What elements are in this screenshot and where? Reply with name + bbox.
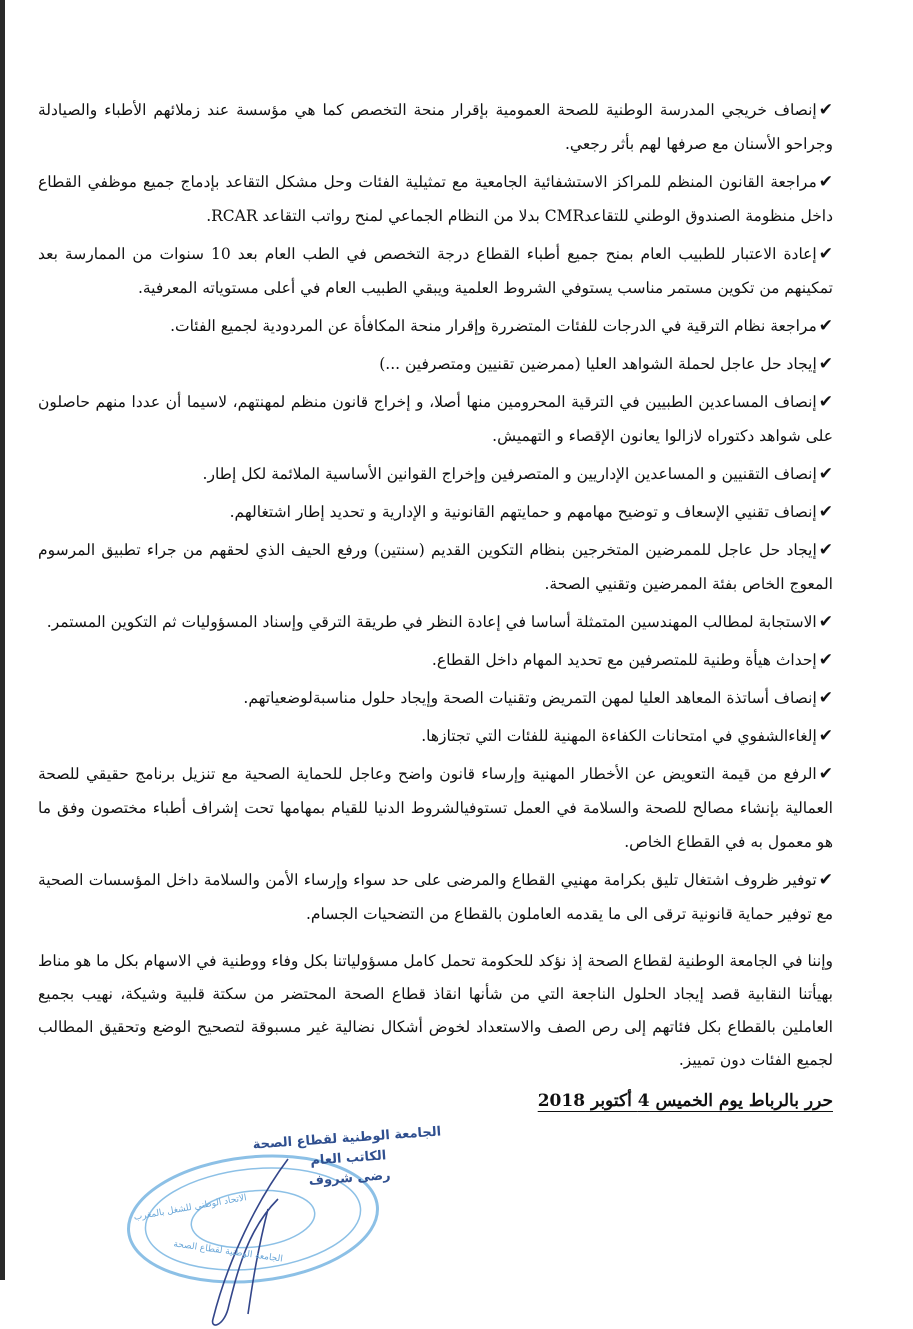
checkmark-icon: ✔ [818, 244, 833, 264]
checkmark-icon: ✔ [818, 502, 833, 522]
demand-item [38, 643, 833, 677]
checkmark-icon: ✔ [818, 172, 833, 192]
demand-text: مراجعة القانون المنظم للمراكز الاستشفائية الجامعية مع تمثيلية الفئات وحل مشكل التقاعد بإدماج جميع موظفي القطاع داخل منظومة الصندوق الوطني للتقاعدCMR بدلا من النظام الجماعي لمنح رواتب التقاعد RCAR. [38, 173, 833, 225]
signature-role: الكاتب العام [310, 1148, 388, 1169]
closing-paragraph: وإننا في الجامعة الوطنية لقطاع الصحة إذ نؤكد للحكومة تحمل كامل مسؤولياتنا بكل وفاء ووطنية في الاسهام بكل ما هو مناط بهيأتنا النقابية قصد إيجاد الحلول الناجعة التي من شأنها انقاذ قطاع الصحة المحتضر من سكتة قلبية وشيكة، نهيب بجميع العاملين بالقطاع بكل فئاتهم إلى رص الصف والاستعداد لخوض أشكال نضالية غير مسبوقة لتصحيح الوضع وتحقيق المطالب لجميع الفئات دون تمييز. [38, 952, 833, 1069]
checkmark-icon: ✔ [818, 316, 833, 336]
document-body [38, 93, 833, 1329]
checkmark-icon: ✔ [818, 688, 833, 708]
demand-text: إيجاد حل عاجل لحملة الشواهد العليا (ممرضين تقنيين ومتصرفين ...) [379, 355, 817, 373]
demand-text: الاستجابة لمطالب المهندسين المتمثلة أساسا في إعادة النظر في طريقة الترقي وإسناد المسؤوليات ثم التكوين المستمر. [46, 613, 817, 631]
demand-item [38, 757, 833, 859]
demand-text: إنصاف المساعدين الطبيين في الترقية المحرومين منها أصلا، و إخراج قانون منظم لمهنتهم، لاسيما أن عددا منهم حاصلون على شواهد دكتوراه لازالوا يعانون الإقصاء و التهميش. [38, 393, 833, 445]
demand-text: إنصاف أساتذة المعاهد العليا لمهن التمريض وتقنيات الصحة وإيجاد حلول مناسبةلوضعياتهم. [243, 689, 817, 707]
demand-item [38, 681, 833, 715]
checkmark-icon: ✔ [818, 650, 833, 670]
demand-list [38, 93, 833, 931]
checkmark-icon: ✔ [818, 392, 833, 412]
scan-left-border [0, 0, 5, 1280]
demand-item [38, 93, 833, 161]
stamp-ring-text: الجامعة الوطنية لقطاع الصحة [172, 1239, 284, 1265]
demand-text: إعادة الاعتبار للطبيب العام بمنح جميع أطباء القطاع درجة التخصص في الطب العام بعد 10 سنوات من الممارسة بعد تمكينهم من تكوين مستمر مناسب يستوفي الشروط العلمية ويبقي الطبيب العام في أعلى مستوياته المعرفية. [38, 245, 833, 297]
dateline-row [38, 1091, 833, 1125]
checkmark-icon: ✔ [818, 612, 833, 632]
signature-name: رضى شروف [308, 1168, 392, 1189]
demand-text: مراجعة نظام الترقية في الدرجات للفئات المتضررة وإقرار منحة المكافأة عن المردودية لجميع الفئات. [170, 317, 817, 335]
demand-text: توفير ظروف اشتغال تليق بكرامة مهنيي القطاع والمرضى على حد سواء وإرساء الأمن والسلامة داخل المؤسسات الصحية مع توفير حماية قانونية ترقى الى ما يقدمه العاملون بالقطاع من التضحيات الجسام. [38, 871, 833, 923]
demand-item [38, 237, 833, 305]
demand-item [38, 533, 833, 601]
demand-text: إنصاف تقنيي الإسعاف و توضيح مهامهم و حمايتهم القانونية و الإدارية و تحديد إطار اشتغالهم. [229, 503, 817, 521]
stamp-inner-text: الاتحاد الوطني للشغل بالمغرب [133, 1193, 248, 1223]
checkmark-icon: ✔ [818, 726, 833, 746]
demand-item [38, 385, 833, 453]
demand-text: إيجاد حل عاجل للممرضين المتخرجين بنظام التكوين القديم (سنتين) ورفع الحيف الذي لحقهم من جراء تطبيق المرسوم المعوج الخاص بفئة الممرضين وتقنيي الصحة. [38, 541, 833, 593]
demand-text: إحداث هيأة وطنية للمتصرفين مع تحديد المهام داخل القطاع. [431, 651, 817, 669]
demand-item [38, 165, 833, 233]
demand-text: الرفع من قيمة التعويض عن الأخطار المهنية وإرساء قانون واضح وعاجل للحماية الصحية مع تنزيل برنامج حقيقي للصحة العمالية بإنشاء مصالح للصحة والسلامة في العمل تستوفيالشروط الدنيا للقيام بمهامها تحت إشراف أطباء مختصون وفق ما هو معمول به في القطاع الخاص. [38, 765, 833, 851]
checkmark-icon: ✔ [818, 100, 833, 120]
demand-item [38, 457, 833, 491]
checkmark-icon: ✔ [818, 540, 833, 560]
stamp-inner-ring [188, 1185, 317, 1254]
demand-text: إنصاف خريجي المدرسة الوطنية للصحة العمومية بإقرار منحة التخصص كما هي مؤسسة عند زملائهم الأطباء والصيادلة وجراحو الأسنان مع صرفها لهم بأثر رجعي. [38, 101, 833, 153]
demand-text: إنصاف التقنيين و المساعدين الإداريين و المتصرفين وإخراج القوانين الأساسية الملائمة لكل إطار. [202, 465, 817, 483]
demand-item [38, 347, 833, 381]
signature-organization: الجامعة الوطنية لقطاع الصحة [252, 1124, 442, 1153]
demand-item [38, 495, 833, 529]
checkmark-icon: ✔ [818, 464, 833, 484]
demand-item [38, 605, 833, 639]
stamp-and-signature [113, 1124, 453, 1329]
checkmark-icon: ✔ [818, 354, 833, 374]
demand-item [38, 719, 833, 753]
demand-item [38, 309, 833, 343]
checkmark-icon: ✔ [818, 764, 833, 784]
checkmark-icon: ✔ [818, 870, 833, 890]
demand-item [38, 863, 833, 931]
demand-text: إلغاءالشفوي في امتحانات الكفاءة المهنية للفئات التي تجتازها. [421, 727, 817, 745]
dateline: حرر بالرباط يوم الخميس 4 أكتوبر 2018 [537, 1091, 833, 1111]
